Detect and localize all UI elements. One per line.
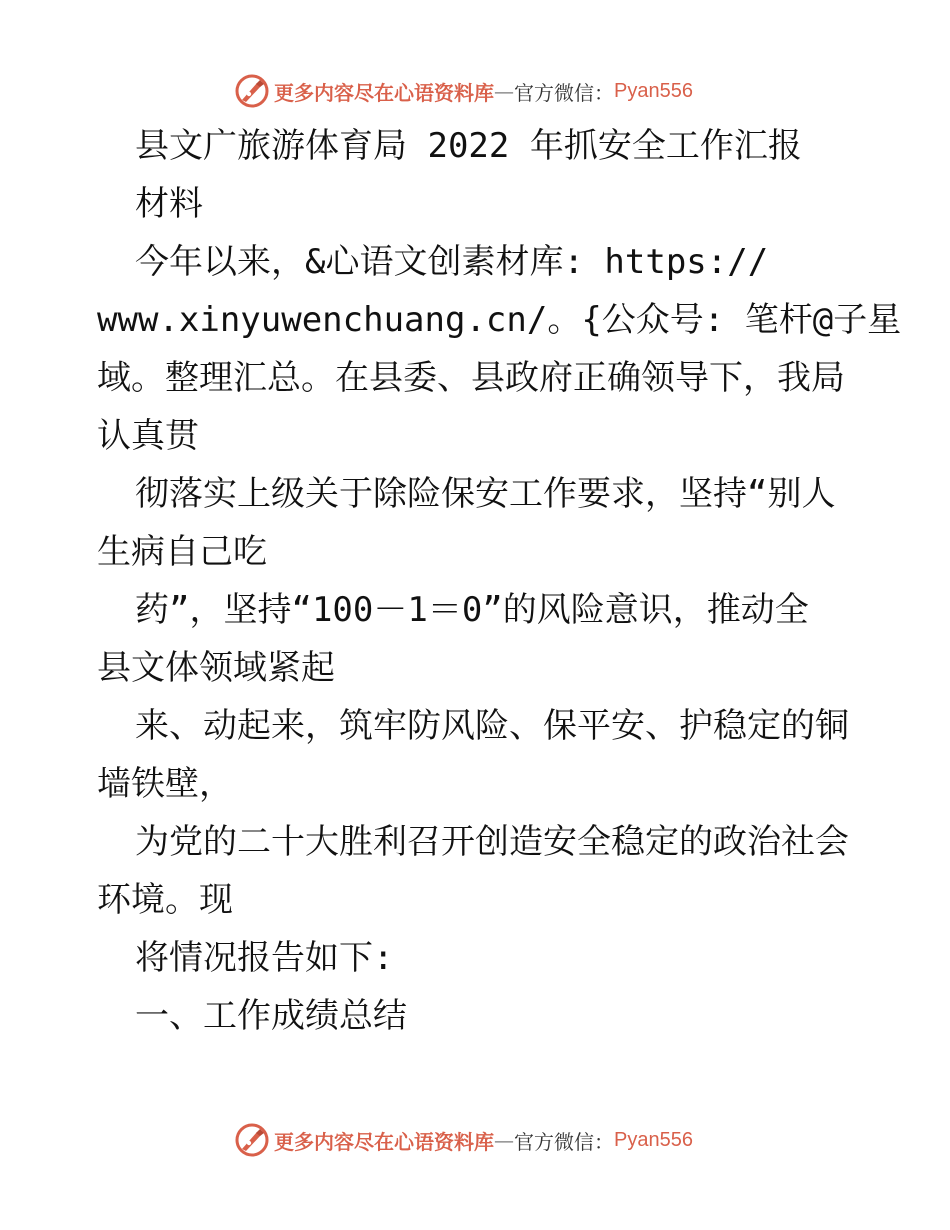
paragraph-line: 为党的二十大胜利召开创造安全稳定的政治社会 bbox=[135, 822, 849, 862]
watermark-contact-label: 官方微信： bbox=[514, 80, 614, 105]
watermark-dash: — bbox=[494, 79, 514, 103]
document-title-line-2: 材料 bbox=[135, 184, 203, 224]
paragraph-line: 县文体领域紧起 bbox=[97, 648, 335, 688]
paragraph-line: www.xinyuwenchuang.cn/。{公众号: 笔杆@子星 bbox=[97, 300, 902, 340]
paragraph-line: 认真贯 bbox=[97, 416, 199, 456]
watermark-dash: — bbox=[494, 1128, 514, 1152]
paragraph-line: 来、动起来，筑牢防风险、保平安、护稳定的铜 bbox=[135, 706, 849, 746]
paragraph-line: 生病自己吃 bbox=[97, 532, 267, 572]
paragraph-line: 将情况报告如下: bbox=[135, 938, 394, 978]
watermark-wechat-id: Pyan556 bbox=[614, 79, 693, 102]
paragraph-line: 彻落实上级关于除险保安工作要求，坚持“别人 bbox=[135, 474, 836, 514]
paragraph-line: 今年以来，&心语文创素材库: https:// bbox=[135, 242, 769, 282]
watermark-brand-text: 更多内容尽在心语资料库 bbox=[274, 1129, 494, 1154]
document-body bbox=[97, 117, 902, 1045]
header-watermark-banner bbox=[234, 71, 693, 111]
footer-watermark-banner bbox=[234, 1120, 693, 1160]
watermark-contact-label: 官方微信： bbox=[514, 1129, 614, 1154]
watermark-wechat-id: Pyan556 bbox=[614, 1128, 693, 1151]
pen-logo-icon bbox=[234, 73, 270, 109]
paragraph-line: 域。整理汇总。在县委、县政府正确领导下，我局 bbox=[97, 358, 845, 398]
pen-logo-icon bbox=[234, 1122, 270, 1158]
section-heading: 一、工作成绩总结 bbox=[135, 996, 407, 1036]
document-title-line-1: 县文广旅游体育局 2022 年抓安全工作汇报 bbox=[135, 126, 802, 166]
watermark-brand-text: 更多内容尽在心语资料库 bbox=[274, 80, 494, 105]
paragraph-line: 药”，坚持“100－1＝0”的风险意识，推动全 bbox=[135, 590, 809, 630]
paragraph-line: 环境。现 bbox=[97, 880, 233, 920]
paragraph-line: 墙铁壁， bbox=[97, 764, 233, 804]
